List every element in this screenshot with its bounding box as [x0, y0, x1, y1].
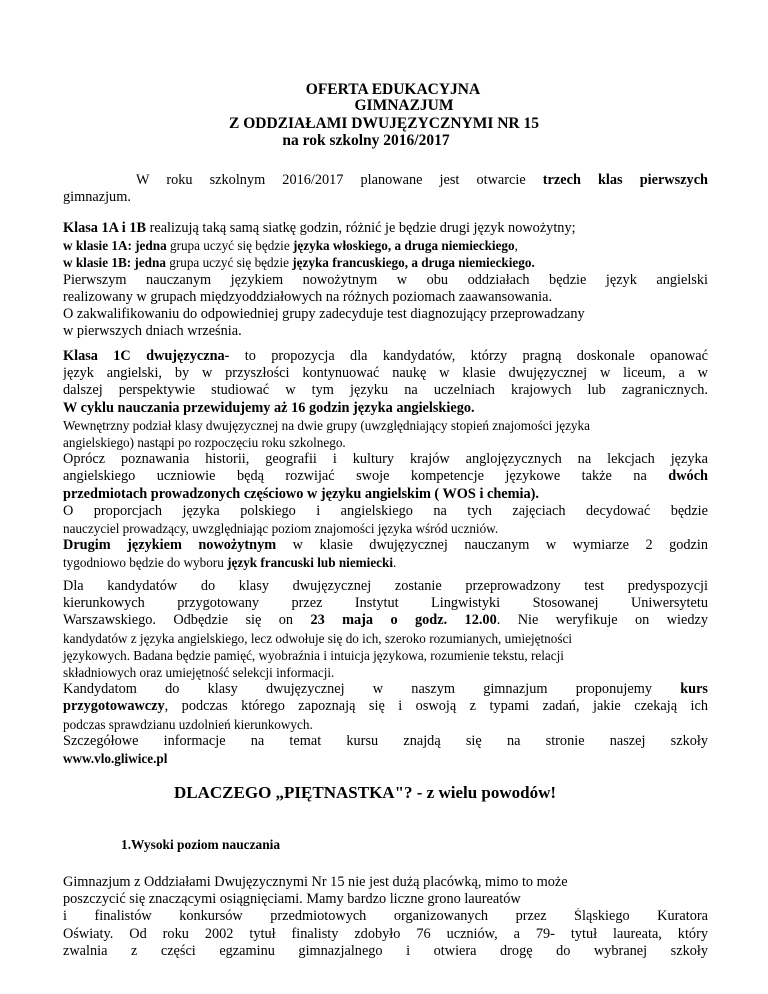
text-line: składniowych oraz umiejętność selekcji informacji.: [63, 664, 335, 680]
why-paragraph: [63, 874, 708, 960]
text-line: [63, 237, 708, 254]
text-line: O proporcjach języka polskiego i angielskiego na tych zajęciach decydować będzie: [63, 502, 708, 519]
bold-span: Drugim językiem nowożytnym: [63, 537, 277, 554]
text-line: podczas sprawdzianu uzdolnień kierunkowych.: [63, 716, 313, 732]
text-line: [63, 750, 708, 767]
text-span: , podczas którego zapoznają się i oswoją z typami zadań, jakie czekają ich: [164, 698, 708, 715]
text-line: [63, 172, 708, 189]
text-line: Wewnętrzny podział klasy dwujęzycznej na dwie grupy (uwzględniający stopień znajomości języka: [63, 417, 590, 433]
text-line: zwalnia z części egzaminu gimnazjalnego i otwiera drogę do wybranej szkoły: [63, 942, 708, 959]
text-span: tygodniowo będzie do wyboru: [63, 555, 228, 571]
bold-span: przedmiotach prowadzonych częściowo w języku angielskim ( WOS i chemia).: [63, 485, 539, 502]
text-span: angielskiego uczniowie będą rozwijać swoje kompetencje językowe także na: [63, 468, 669, 485]
school-website-link[interactable]: www.vlo.gliwice.pl: [63, 750, 168, 766]
header-subtitle: na rok szkolny 2016/2017: [282, 132, 450, 149]
text-line: gimnazjum.: [63, 189, 131, 206]
text-line: Gimnazjum z Oddziałami Dwujęzycznymi Nr 15 nie jest dużą placówką, mimo to może: [63, 874, 568, 890]
bold-span: dwóch: [668, 468, 708, 485]
text-span: w klasie dwujęzycznej nauczanym w wymiarze 2 godzin: [276, 537, 708, 554]
text-line: kierunkowych przygotowany przez Instytut Lingwistyki Stosowanej Uniwersytetu: [63, 595, 708, 612]
text-line: kandydatów z języka angielskiego, lecz odwołuje się do ich, szeroko rozumianych, umiejętności: [63, 630, 573, 646]
bold-span: język francuski lub niemiecki: [227, 555, 394, 571]
bold-span: języka francuskiego, a druga niemieckiego.: [292, 255, 535, 271]
text-span: Kandydatom do klasy dwujęzycznej w naszym gimnazjum proponujemy: [63, 681, 681, 698]
text-span: realizują taką samą siatkę godzin, różnić je będzie drugi język nowożytny;: [146, 220, 576, 236]
intro-paragraph: [63, 172, 708, 206]
text-line: [63, 400, 708, 417]
text-span: grupa uczyć się będzie: [166, 238, 293, 254]
header-title-line: GIMNAZJUM: [354, 97, 454, 114]
text-line: [63, 220, 708, 237]
text-line: i finalistów konkursów przedmiotowych organizowanych przez Śląskiego Kuratora: [63, 908, 708, 925]
text-line: Oprócz poznawania historii, geografii i kultury krajów anglojęzycznych na lekcjach języka: [63, 451, 708, 468]
subsection-heading: 1.Wysoki poziom nauczania: [121, 837, 281, 852]
header-title-line: OFERTA EDUKACYJNA: [305, 81, 481, 98]
text-line: [63, 468, 708, 485]
text-line: [63, 554, 708, 571]
text-span: . Nie weryfikuje on wiedzy: [496, 612, 708, 629]
text-line: O zakwalifikowaniu do odpowiedniej grupy zadecyduje test diagnozujący przeprowadzany: [63, 305, 585, 322]
text-line: [63, 681, 708, 698]
text-span: grupa uczyć się będzie: [165, 255, 293, 271]
text-line: [63, 537, 708, 554]
text-line: Pierwszym nauczanym językiem nowożytnym w obu oddziałach będzie język angielski: [63, 271, 708, 288]
bold-span: Klasa 1C dwujęzyczna-: [63, 348, 230, 364]
text-line: realizowany w grupach międzyoddziałowych na różnych poziomach zaawansowania.: [63, 288, 553, 305]
section-heading: DLACZEGO „PIĘTNASTKA"? - z wielu powodów!: [174, 783, 557, 802]
text-line: Oświaty. Od roku 2002 tytuł finalisty zdobyło 76 uczniów, a 79- tytuł laureata, który: [63, 925, 708, 942]
text-line: [63, 486, 708, 503]
text-line: [63, 348, 708, 365]
text-line: [63, 612, 708, 629]
bold-span: 23 maja o godz. 12.00: [310, 612, 497, 629]
bold-span: kurs: [680, 681, 708, 698]
text-line: [63, 698, 708, 715]
header-title-line: Z ODDZIAŁAMI DWUJĘZYCZNYMI NR 15: [228, 115, 539, 132]
text-line: dalszej perspektywie studiować w tym języku na uczelniach krajowych lub zagranicznych.: [63, 382, 708, 399]
text-line: [63, 254, 708, 271]
text-line: Dla kandydatów do klasy dwujęzycznej zostanie przeprowadzony test predyspozycji: [63, 578, 708, 594]
text-line: nauczyciel prowadzący, uwzględniając poziom znajomości języka wśród uczniów.: [63, 520, 499, 536]
bold-span: trzech klas pierwszych: [542, 172, 708, 188]
klasa-ab-paragraph: [63, 220, 708, 340]
test-paragraph: [63, 578, 708, 767]
text-span: Warszawskiego. Odbędzie się on: [63, 612, 311, 629]
text-line: w pierwszych dniach września.: [63, 323, 242, 340]
bold-span: w klasie 1A: jedna: [63, 238, 167, 254]
bold-span: przygotowawczy: [63, 698, 165, 715]
text-line: angielskiego) nastąpi po rozpoczęciu roku szkolnego.: [63, 434, 346, 450]
bold-span: Klasa 1A i 1B: [63, 220, 147, 236]
bold-span: W cyklu nauczania przewidujemy aż 16 godzin języka angielskiego.: [63, 399, 475, 416]
klasa-c-paragraph: [63, 348, 708, 571]
text-line: poszczycić się znaczącymi osiągnięciami. Mamy bardzo liczne grono laureatów: [63, 891, 521, 908]
text-span: .: [393, 555, 397, 571]
bold-span: języka włoskiego, a druga niemieckiego: [293, 238, 515, 254]
text-line: język angielski, by w przyszłości kontynuować naukę w klasie dwujęzycznej w liceum, a w: [63, 365, 708, 382]
text-line: Szczegółowe informacje na temat kursu znajdą się na stronie naszej szkoły: [63, 732, 708, 749]
text-span: W roku szkolnym 2016/2017 planowane jest otwarcie: [136, 172, 543, 188]
text-line: językowych. Badana będzie pamięć, wyobraźnia i intuicja językowa, rozumienie tekstu, relacji: [63, 647, 564, 663]
text-span: to propozycja dla kandydatów, którzy pragną doskonale opanować: [229, 348, 708, 364]
bold-span: w klasie 1B: jedna: [63, 255, 166, 271]
text-span: ,: [514, 238, 518, 254]
